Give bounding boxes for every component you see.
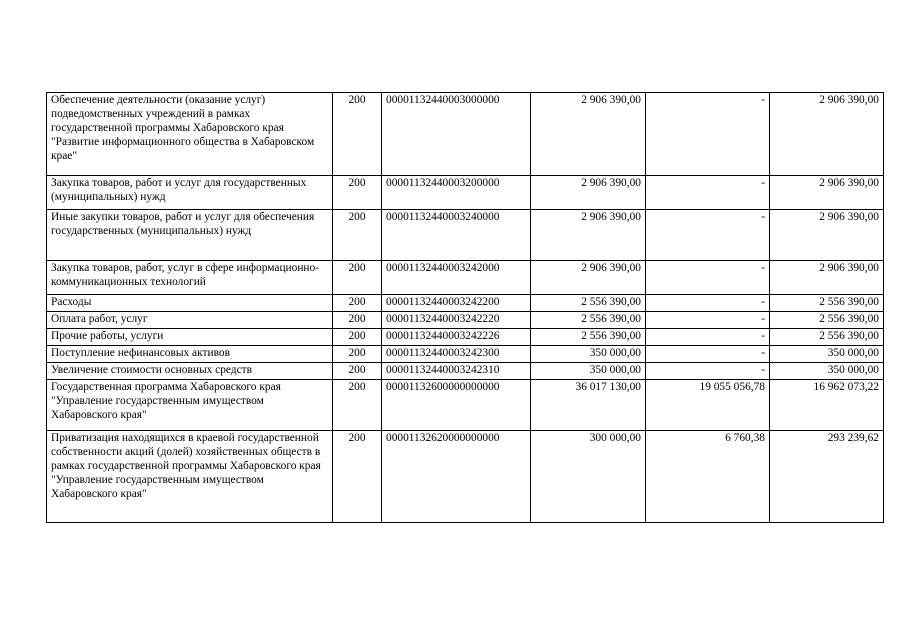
cell-kbk: 00001132440003242220 [382, 312, 531, 329]
cell-name: Поступление нефинансовых активов [47, 346, 333, 363]
cell-approved: 2 906 390,00 [531, 261, 646, 295]
cell-approved: 2 906 390,00 [531, 93, 646, 176]
cell-approved: 350 000,00 [531, 363, 646, 380]
cell-unexecuted: 350 000,00 [770, 346, 884, 363]
cell-executed: - [646, 210, 770, 261]
cell-name: Закупка товаров, работ, услуг в сфере информационно-коммуникационных технологий [47, 261, 333, 295]
cell-executed: - [646, 93, 770, 176]
cell-code: 200 [333, 329, 382, 346]
cell-executed: - [646, 261, 770, 295]
cell-unexecuted: 2 556 390,00 [770, 295, 884, 312]
cell-approved: 300 000,00 [531, 431, 646, 523]
table-row [47, 295, 884, 312]
cell-unexecuted: 2 906 390,00 [770, 176, 884, 210]
table-row [47, 329, 884, 346]
cell-name: Расходы [47, 295, 333, 312]
cell-kbk: 00001132440003242200 [382, 295, 531, 312]
cell-name: Оплата работ, услуг [47, 312, 333, 329]
cell-approved: 2 556 390,00 [531, 295, 646, 312]
cell-code: 200 [333, 380, 382, 431]
cell-executed: - [646, 295, 770, 312]
cell-kbk: 00001132440003000000 [382, 93, 531, 176]
cell-executed: - [646, 176, 770, 210]
budget-table [46, 92, 884, 523]
cell-unexecuted: 350 000,00 [770, 363, 884, 380]
table-row [47, 346, 884, 363]
cell-name: Прочие работы, услуги [47, 329, 333, 346]
cell-unexecuted: 293 239,62 [770, 431, 884, 523]
cell-code: 200 [333, 261, 382, 295]
cell-approved: 350 000,00 [531, 346, 646, 363]
cell-executed: - [646, 363, 770, 380]
cell-kbk: 00001132620000000000 [382, 431, 531, 523]
cell-name: Иные закупки товаров, работ и услуг для обеспечения государственных (муниципальных) нужд [47, 210, 333, 261]
cell-kbk: 00001132600000000000 [382, 380, 531, 431]
table-row [47, 363, 884, 380]
table-row [47, 312, 884, 329]
cell-kbk: 00001132440003242000 [382, 261, 531, 295]
cell-executed: 19 055 056,78 [646, 380, 770, 431]
table-row [47, 431, 884, 523]
cell-name: Увеличение стоимости основных средств [47, 363, 333, 380]
cell-code: 200 [333, 431, 382, 523]
cell-unexecuted: 2 906 390,00 [770, 93, 884, 176]
cell-kbk: 00001132440003242226 [382, 329, 531, 346]
cell-code: 200 [333, 312, 382, 329]
cell-unexecuted: 2 556 390,00 [770, 329, 884, 346]
cell-code: 200 [333, 93, 382, 176]
cell-name: Обеспечение деятельности (оказание услуг) подведомственных учреждений в рамках государственной программы Хабаровского края "Развитие информационного общества в Хабаровском крае" [47, 93, 333, 176]
cell-approved: 2 556 390,00 [531, 312, 646, 329]
cell-unexecuted: 2 556 390,00 [770, 312, 884, 329]
cell-executed: - [646, 312, 770, 329]
cell-name: Государственная программа Хабаровского края "Управление государственным имуществом Хабаровского края" [47, 380, 333, 431]
cell-code: 200 [333, 295, 382, 312]
cell-unexecuted: 2 906 390,00 [770, 210, 884, 261]
table-row [47, 380, 884, 431]
cell-executed: 6 760,38 [646, 431, 770, 523]
table-row [47, 261, 884, 295]
cell-executed: - [646, 346, 770, 363]
cell-code: 200 [333, 210, 382, 261]
cell-approved: 2 556 390,00 [531, 329, 646, 346]
cell-unexecuted: 16 962 073,22 [770, 380, 884, 431]
cell-executed: - [646, 329, 770, 346]
cell-approved: 2 906 390,00 [531, 176, 646, 210]
cell-approved: 36 017 130,00 [531, 380, 646, 431]
cell-code: 200 [333, 176, 382, 210]
cell-name: Приватизация находящихся в краевой государственной собственности акций (долей) хозяйственных обществ в рамках государственной программы Хабаровского края "Управление государственным имуществом Хабаровского края" [47, 431, 333, 523]
cell-approved: 2 906 390,00 [531, 210, 646, 261]
cell-kbk: 00001132440003242300 [382, 346, 531, 363]
cell-code: 200 [333, 346, 382, 363]
table-row [47, 176, 884, 210]
table-row [47, 210, 884, 261]
cell-kbk: 00001132440003200000 [382, 176, 531, 210]
cell-unexecuted: 2 906 390,00 [770, 261, 884, 295]
cell-kbk: 00001132440003240000 [382, 210, 531, 261]
cell-kbk: 00001132440003242310 [382, 363, 531, 380]
cell-code: 200 [333, 363, 382, 380]
table-row [47, 93, 884, 176]
cell-name: Закупка товаров, работ и услуг для государственных (муниципальных) нужд [47, 176, 333, 210]
